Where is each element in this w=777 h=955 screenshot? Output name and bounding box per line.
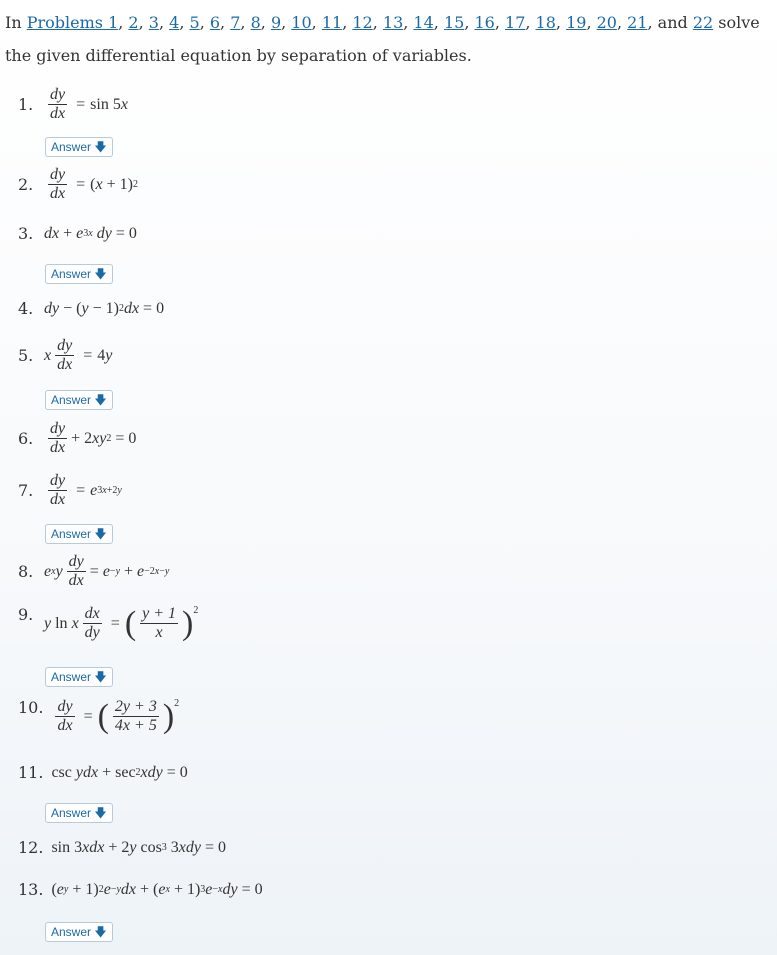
equation: csc ydx + sec 2 xdy = 0 xyxy=(51,763,188,781)
answer-button-3[interactable]: Answer 🡇 xyxy=(45,264,113,284)
answer-button-7[interactable]: Answer 🡇 xyxy=(45,524,113,544)
problem-7: 7. $\frac{dy}{dx}$ = e 3x+2y xyxy=(18,472,122,508)
equation: x $\frac{dy}{dx}$ = 4 y xyxy=(44,337,113,373)
problem-link-16[interactable]: 16 xyxy=(474,13,495,32)
problem-link-1[interactable]: Problems 1 xyxy=(26,13,119,32)
problem-5: 5. x $\frac{dy}{dx}$ = 4 y xyxy=(18,337,113,373)
equation: dy − ( y − 1) 2 dx = 0 xyxy=(44,299,165,317)
equation: sin 3 xdx + 2 y cos 3 3 xdy = 0 xyxy=(51,838,227,856)
problem-8: 8. e x y $\frac{dy}{dx}$ = e −y + e −2x−y xyxy=(18,553,170,589)
equation: $\frac{dy}{dx}$ + 2 xy 2 = 0 xyxy=(50,420,137,456)
problem-link-19[interactable]: 19 xyxy=(566,13,587,32)
answer-button-11[interactable]: Answer 🡇 xyxy=(45,803,113,823)
problem-6: 6. $\frac{dy}{dx}$ + 2 xy 2 = 0 xyxy=(18,420,137,456)
problem-link-22[interactable]: 22 xyxy=(692,13,714,32)
problem-link-15[interactable]: 15 xyxy=(443,13,465,32)
problem-link-14[interactable]: 14 xyxy=(413,13,434,32)
problem-link-6[interactable]: 6 xyxy=(209,13,221,32)
problem-link-11[interactable]: 11 xyxy=(321,13,343,32)
equation: y ln x $\frac{dx}{dy}$ = ( $\frac{y + 1}{x}$ ) $^2$ xyxy=(44,604,199,642)
problem-link-9[interactable]: 9 xyxy=(270,13,282,32)
answer-button-13[interactable]: Answer 🡇 xyxy=(45,922,113,942)
problem-link-3[interactable]: 3 xyxy=(148,13,159,32)
answer-button-9[interactable]: Answer 🡇 xyxy=(45,667,113,687)
problem-link-21[interactable]: 21 xyxy=(627,13,648,32)
equation: $\frac{dy}{dx}$ = ( x + 1) 2 xyxy=(50,166,138,202)
equation: $\frac{dy}{dx}$ = sin 5 x xyxy=(50,86,128,122)
problem-11: 11. csc ydx + sec 2 xdy = 0 xyxy=(18,763,188,782)
problem-link-7[interactable]: 7 xyxy=(230,13,241,32)
intro-text: In Problems 1, 2, 3, 4, 5, 6, 7, 8, 9, 10, 11, 12, 13, 14, 15, 16, 17, 18, 19, 20, 21, and 22 solve the given differential equation by separation of variables. xyxy=(5,13,760,65)
problem-4: 4. dy − ( y − 1) 2 dx = 0 xyxy=(18,299,165,318)
problem-1: 1. $\frac{dy}{dx}$ = sin 5 x xyxy=(18,86,128,122)
problem-13: 13. ( e y + 1) 2 e −y dx + ( e x + 1) 3 e −x dy = 0 xyxy=(18,880,263,899)
problem-link-12[interactable]: 12 xyxy=(352,13,373,32)
equation: dx + e 3x dy = 0 xyxy=(44,224,137,242)
equation: $\frac{dy}{dx}$ = ( $\frac{2y + 3}{4x + 5}$ ) $^2$ xyxy=(57,697,180,735)
problem-9: 9. y ln x $\frac{dx}{dy}$ = ( $\frac{y + 1}{x}$ ) $^2$ xyxy=(18,604,199,642)
problem-link-17[interactable]: 17 xyxy=(505,13,526,32)
problem-link-10[interactable]: 10 xyxy=(291,13,312,32)
problem-link-13[interactable]: 13 xyxy=(382,13,404,32)
problem-12: 12. sin 3 xdx + 2 y cos 3 3 xdy = 0 xyxy=(18,838,227,857)
answer-button-5[interactable]: Answer 🡇 xyxy=(45,390,113,410)
problem-link-20[interactable]: 20 xyxy=(596,13,617,32)
problem-link-4[interactable]: 4 xyxy=(169,13,180,32)
problem-3: 3. dx + e 3x dy = 0 xyxy=(18,224,137,243)
problem-10: 10. $\frac{dy}{dx}$ = ( $\frac{2y + 3}{4x + 5}$ ) $^2$ xyxy=(18,697,180,735)
equation: e x y $\frac{dy}{dx}$ = e −y + e −2x−y xyxy=(44,553,170,589)
problem-2: 2. $\frac{dy}{dx}$ = ( x + 1) 2 xyxy=(18,166,138,202)
problem-link-5[interactable]: 5 xyxy=(189,13,200,32)
equation: ( e y + 1) 2 e −y dx + ( e x + 1) 3 e −x dy = 0 xyxy=(51,880,263,898)
problem-link-8[interactable]: 8 xyxy=(250,13,261,32)
problem-link-2[interactable]: 2 xyxy=(128,13,139,32)
answer-button-1[interactable]: Answer 🡇 xyxy=(45,137,113,157)
equation: $\frac{dy}{dx}$ = e 3x+2y xyxy=(50,472,122,508)
problem-link-18[interactable]: 18 xyxy=(535,13,556,32)
